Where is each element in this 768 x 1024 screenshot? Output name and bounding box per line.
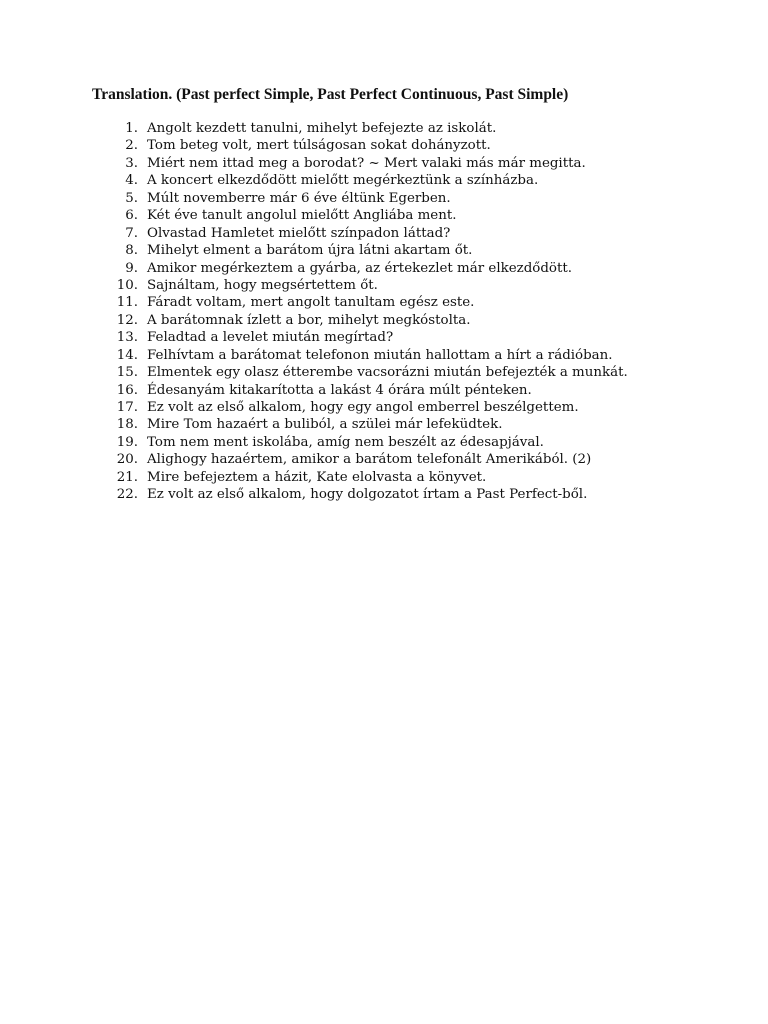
list-item	[106, 399, 746, 416]
list-item	[106, 451, 746, 468]
list-item-text: Feladtad a levelet miután megírtad?	[147, 330, 394, 346]
list-item	[106, 137, 746, 154]
list-item-gap	[138, 364, 147, 381]
list-item	[106, 486, 746, 503]
list-item-number: 22.	[116, 487, 138, 503]
list-item	[106, 120, 746, 137]
list-item	[106, 312, 746, 329]
list-item-text: Olvastad Hamletet mielőtt színpadon láttad?	[147, 225, 451, 241]
list-item	[106, 190, 746, 207]
list-item-text: Mire befejeztem a házit, Kate elolvasta a könyvet.	[147, 469, 487, 485]
list-item-gap	[138, 277, 147, 294]
list-item-text: Mihelyt elment a barátom újra látni akartam őt.	[147, 243, 473, 259]
list-item-text: A koncert elkezdődött mielőtt megérkeztünk a színházba.	[147, 173, 539, 189]
list-item-number: 20.	[116, 452, 138, 468]
list-item-gap	[138, 294, 147, 311]
list-item-gap	[138, 190, 147, 207]
list-item-number: 5.	[125, 190, 138, 206]
document-heading: Translation. (Past perfect Simple, Past Perfect Continuous, Past Simple)	[92, 86, 569, 103]
list-item-text: Miért nem ittad meg a borodat? ~ Mert valaki más már megitta.	[147, 155, 586, 171]
list-item-text: Tom nem ment iskolába, amíg nem beszélt az édesapjával.	[147, 434, 544, 450]
list-item-text: Alighogy hazaértem, amikor a barátom telefonált Amerikából. (2)	[147, 452, 592, 468]
list-item-gap	[138, 486, 147, 503]
list-item-gap	[138, 329, 147, 346]
list-item	[106, 277, 746, 294]
list-item	[106, 382, 746, 399]
list-item-text: Két éve tanult angolul mielőtt Angliába ment.	[147, 208, 457, 224]
list-item-gap	[138, 312, 147, 329]
list-item-gap	[138, 451, 147, 468]
list-item-text: Elmentek egy olasz étterembe vacsorázni miután befejezték a munkát.	[147, 365, 628, 381]
list-item	[106, 260, 746, 277]
list-item	[106, 242, 746, 259]
translation-list	[106, 120, 746, 504]
list-item-gap	[138, 155, 147, 172]
list-item-text: Fáradt voltam, mert angolt tanultam egész este.	[147, 295, 475, 311]
list-item-number: 2.	[125, 138, 138, 154]
list-item-number: 14.	[116, 347, 138, 363]
list-item	[106, 172, 746, 189]
list-item-text: Amikor megérkeztem a gyárba, az értekezlet már elkezdődött.	[147, 260, 572, 276]
list-item	[106, 469, 746, 486]
list-item-gap	[138, 347, 147, 364]
list-item-gap	[138, 469, 147, 486]
list-item-number: 8.	[125, 243, 138, 259]
list-item-gap	[138, 137, 147, 154]
list-item-number: 1.	[125, 121, 138, 136]
list-item-text: Tom beteg volt, mert túlságosan sokat dohányzott.	[147, 138, 491, 154]
list-item-number: 9.	[125, 260, 138, 276]
list-item-gap	[138, 382, 147, 399]
list-item-number: 17.	[116, 400, 138, 415]
list-item-number: 18.	[116, 417, 138, 433]
list-item-number: 11.	[116, 295, 138, 311]
list-item	[106, 294, 746, 311]
list-item	[106, 347, 746, 364]
list-item-text: Édesanyám kitakarította a lakást 4 órára múlt pénteken.	[147, 382, 532, 398]
list-item-text: Ez volt az első alkalom, hogy dolgozatot írtam a Past Perfect-ből.	[147, 487, 588, 503]
list-item-gap	[138, 172, 147, 189]
list-item-text: Sajnáltam, hogy megsértettem őt.	[147, 277, 378, 293]
list-item-text: Ez volt az első alkalom, hogy egy angol emberrel beszélgettem.	[147, 400, 579, 415]
list-item	[106, 155, 746, 172]
list-item	[106, 434, 746, 451]
list-item-number: 12.	[116, 312, 138, 328]
list-item-text: Mire Tom hazaért a buliból, a szülei már lefeküdtek.	[147, 417, 503, 433]
list-item-gap	[138, 242, 147, 259]
list-item-number: 15.	[116, 365, 138, 381]
list-item-gap	[138, 260, 147, 277]
list-item-gap	[138, 120, 147, 137]
list-item-number: 16.	[116, 382, 138, 398]
list-item-gap	[138, 225, 147, 242]
list-item	[106, 329, 746, 346]
list-item-gap	[138, 416, 147, 433]
list-item-number: 6.	[125, 208, 138, 224]
list-item-text: Múlt novemberre már 6 éve éltünk Egerben.	[147, 190, 451, 206]
list-item	[106, 207, 746, 224]
list-item-text: Angolt kezdett tanulni, mihelyt befejezte az iskolát.	[147, 121, 497, 136]
list-item-number: 4.	[125, 173, 138, 189]
list-item-number: 21.	[116, 469, 138, 485]
list-item	[106, 225, 746, 242]
list-item	[106, 364, 746, 381]
list-item-gap	[138, 207, 147, 224]
list-item-number: 7.	[125, 225, 138, 241]
list-item-gap	[138, 399, 147, 416]
list-item-gap	[138, 434, 147, 451]
list-item	[106, 416, 746, 433]
list-item-number: 3.	[125, 155, 138, 171]
list-item-text: A barátomnak ízlett a bor, mihelyt megkóstolta.	[147, 312, 471, 328]
list-item-text: Felhívtam a barátomat telefonon miután hallottam a hírt a rádióban.	[147, 347, 613, 363]
list-item-number: 19.	[116, 434, 138, 450]
list-item-number: 13.	[116, 330, 138, 346]
list-item-number: 10.	[116, 277, 138, 293]
